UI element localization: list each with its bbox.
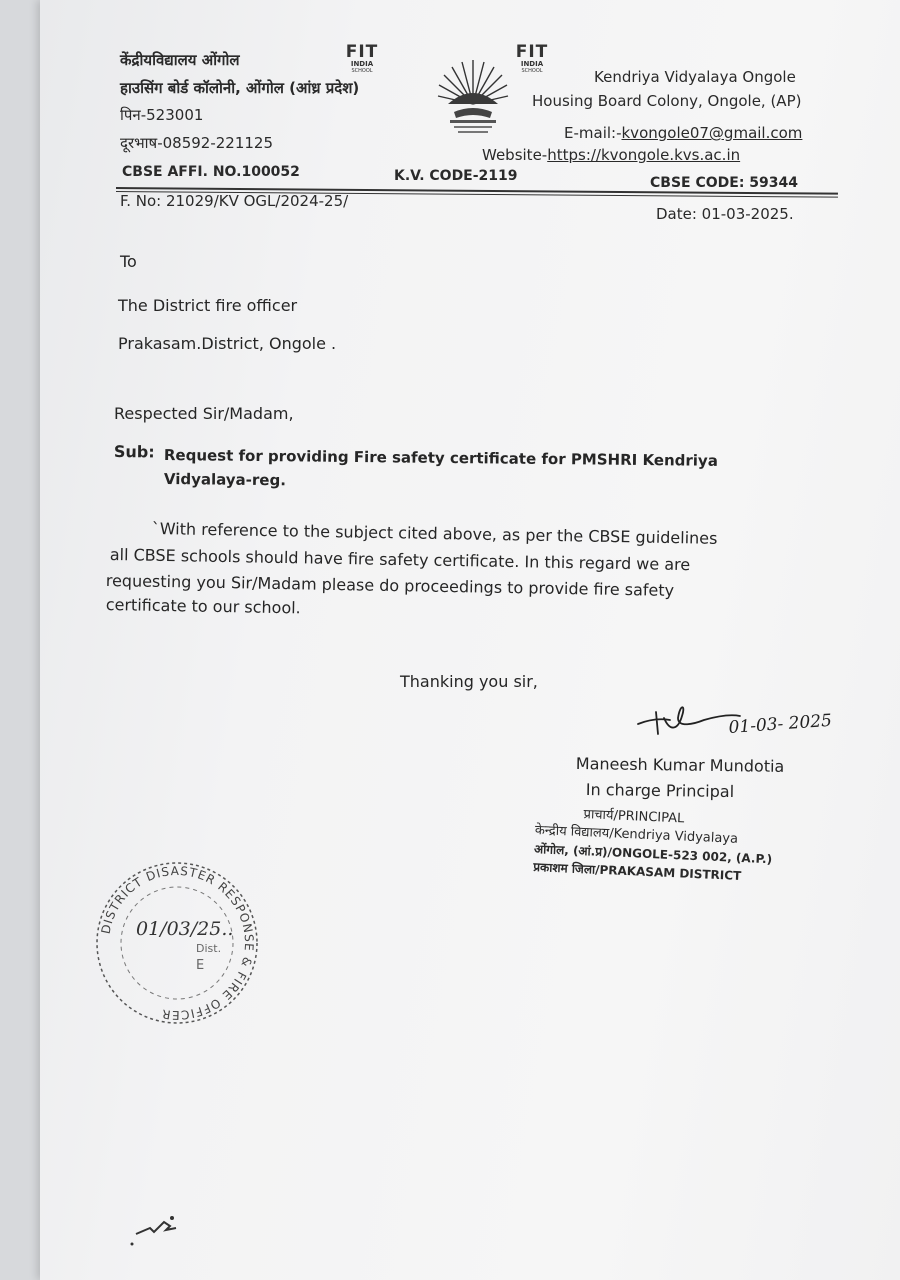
seal-line-4: प्रकाशम जिला/PRAKASAM DISTRICT (532, 859, 742, 884)
salutation: Respected Sir/Madam, (114, 404, 294, 423)
english-school-name: Kendriya Vidyalaya Ongole (594, 68, 796, 86)
letter-date: Date: 01-03-2025. (656, 205, 794, 223)
email-line (564, 124, 802, 142)
svg-text:DISTRICT DISASTER RESPONSE & F (99, 864, 257, 1022)
phone-number: दूरभाष-08592-221125 (120, 134, 274, 152)
body-line-4: certificate to our school. (105, 594, 301, 618)
signatory-title: In charge Principal (585, 780, 735, 802)
letter-page (40, 0, 900, 1280)
email-link[interactable]: kvongole07@gmail.com (621, 124, 803, 142)
fit-india-logo-right (512, 44, 552, 74)
receipt-stamp-ring (92, 858, 262, 1028)
body-line-3: requesting you Sir/Madam please do proceedings to provide fire safety (105, 570, 675, 600)
receipt-inner-text-2: E (196, 958, 205, 973)
recipient-line-2: Prakasam.District, Ongole . (118, 334, 337, 353)
cbse-code: CBSE CODE: 59344 (650, 175, 799, 191)
fit-logo-text: FIT (515, 42, 549, 62)
hindi-address: हाउसिंग बोर्ड कॉलोनी, ओंगोल (आंध्र प्रदेश) (120, 79, 360, 97)
fit-logo-text: FIT (345, 42, 379, 62)
subject-label: Sub: (113, 442, 155, 462)
website-link[interactable]: https://kvongole.kvs.ac.in (547, 146, 741, 164)
ink-smudge (130, 1208, 190, 1248)
closing-text: Thanking you sir, (400, 672, 538, 691)
fit-logo-india: INDIA (350, 60, 374, 68)
kv-code: K.V. CODE-2119 (394, 168, 518, 184)
principal-seal (533, 804, 774, 886)
hindi-school-name: केंद्रीयविद्यालय ओंगोल (120, 51, 240, 69)
fit-logo-school: SCHOOL (351, 68, 373, 74)
subject-line-2: Vidyalaya-reg. (163, 470, 287, 490)
fit-india-logo-left (342, 44, 382, 74)
website-line (482, 146, 740, 164)
seal-line-3: ओंगोल, (आं.प्र)/ONGOLE-523 002, (A.P.) (533, 841, 773, 867)
receipt-inner-text-1: Dist. (196, 942, 222, 955)
website-label: Website- (482, 146, 548, 164)
pin-code: पिन-523001 (120, 106, 204, 124)
fit-logo-india: INDIA (520, 60, 544, 68)
to-label: To (120, 252, 137, 271)
subject-line-1: Request for providing Fire safety certificate for PMSHRI Kendriya (163, 446, 718, 470)
fire-office-receipt-stamp (92, 858, 262, 1028)
body-line-2: all CBSE schools should have fire safety certificate. In this regard we are (109, 544, 691, 575)
cbse-affiliation-number: CBSE AFFI. NO.100052 (122, 164, 300, 180)
receipt-handwritten-date: 01/03/25.. (136, 918, 234, 940)
signature-date: 01-03- 2025 (728, 710, 833, 738)
seal-line-2: केन्द्रीय विद्यालय/Kendriya Vidyalaya (534, 822, 739, 847)
kvs-emblem-icon (436, 52, 510, 140)
signatory-name: Maneesh Kumar Mundotia (575, 754, 785, 776)
seal-line-1: प्राचार्य/PRINCIPAL (583, 807, 685, 827)
fit-logo-school: SCHOOL (521, 68, 543, 74)
email-label: E-mail:- (564, 124, 622, 142)
english-address: Housing Board Colony, Ongole, (AP) (532, 92, 802, 110)
receipt-stamp-ring-text: DISTRICT DISASTER RESPONSE & FIRE OFFICER (98, 863, 257, 1023)
file-number: F. No: 21029/KV OGL/2024-25/ (120, 192, 349, 210)
body-line-1: `With reference to the subject cited above, as per the CBSE guidelines (151, 518, 718, 548)
recipient-line-1: The District fire officer (118, 296, 298, 315)
